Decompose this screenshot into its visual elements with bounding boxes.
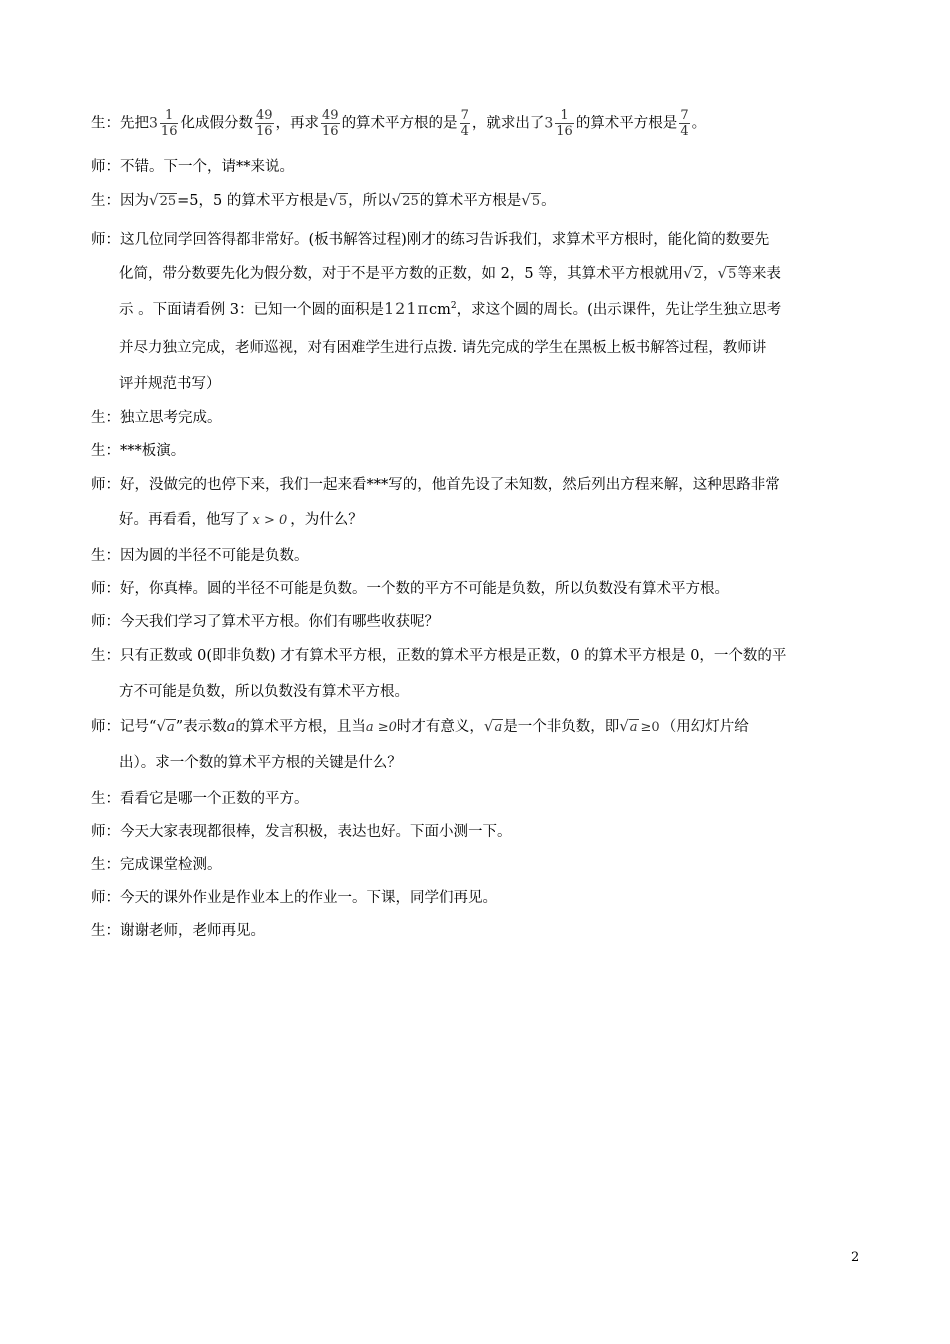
speaker-label: 师： (91, 159, 120, 175)
variable: a (226, 719, 236, 735)
sqrt-expression: √25 (149, 191, 177, 209)
mixed-number-int: 3 (149, 115, 158, 132)
fraction: $\frac{1}{16}$ (160, 108, 178, 139)
sqrt-expression: √a (619, 717, 638, 735)
sqrt-expression: √5 (521, 191, 541, 209)
page-number: 2 (851, 1250, 860, 1265)
dialogue-line-13: 生：看看它是哪一个正数的平方。 (91, 791, 309, 807)
speaker-label: 师： (91, 719, 120, 735)
fraction: $\frac{7}{4}$ (460, 108, 469, 139)
dialogue-line-17: 生：谢谢老师，老师再见。 (91, 923, 265, 939)
dialogue-line-2 (91, 157, 861, 177)
dialogue-line-4-cont: 评并规范书写） (119, 376, 221, 392)
dialogue-line-4: 师：这几位同学回答得都非常好。(板书解答过程)刚才的练习告诉我们，求算术平方根时，能化简的数要先 (91, 232, 770, 248)
speaker-label: 生： (91, 648, 120, 664)
speaker-label: 师： (91, 477, 120, 493)
sqrt-expression: √5 (717, 264, 737, 282)
speaker-label: 生： (91, 193, 120, 209)
dialogue-line-7: 师：好，没做完的也停下来，我们一起来看***写的，他首先设了未知数，然后列出方程来解，这种思路非常 (91, 477, 780, 493)
dialogue-line-16: 师：今天的课外作业是作业本上的作业一。下课，同学们再见。 (91, 890, 497, 906)
sqrt-expression: √2 (683, 264, 703, 282)
dialogue-line-12: 师：记号“√a”表示数a的算术平方根，且当a ≥0时才有意义，√a是一个非负数，即√a ≥0 （用幻灯片给 (91, 716, 861, 738)
mixed-number-int: 3 (544, 115, 554, 132)
speaker-label: 师： (91, 890, 120, 906)
dialogue-line-7-cont: 好。再看看，他写了 x > 0 ，为什么？ (119, 512, 363, 528)
speaker-label: 师： (91, 581, 120, 597)
dialogue-line-4-cont: 示 。下面请看例 3：已知一个圆的面积是121πcm$^2$，求这个圆的周长。(出示课件，先让学生独立思考 (119, 299, 782, 318)
dialogue-line-12-cont: 出）。求一个数的算术平方根的关键是什么？ (119, 755, 402, 771)
speaker-label: 生： (91, 923, 120, 939)
dialogue-line-11: 生：只有正数或 0(即非负数) 才有算术平方根，正数的算术平方根是正数，0 的算术平方根是 0，一个数的平 (91, 648, 787, 664)
sqrt-expression: √25 (391, 191, 419, 209)
dialogue-line-4-cont: 并尽力独立完成，老师巡视，对有困难学生进行点拨. 请先完成的学生在黑板上板书解答过程，教师讲 (119, 340, 767, 356)
speaker-label: 生： (91, 115, 120, 132)
dialogue-line-14: 师：今天大家表现都很棒，发言积极，表达也好。下面小测一下。 (91, 824, 512, 840)
inequality: x > 0 (252, 513, 288, 528)
condition: a ≥0 (365, 720, 397, 735)
dialogue-line-5: 生：独立思考完成。 (91, 410, 222, 426)
speaker-label: 师： (91, 232, 120, 248)
sqrt-expression: √a (156, 717, 175, 735)
dialogue-line-3: 生：因为√25=5，5 的算术平方根是√5，所以√25的算术平方根是√5。 (91, 190, 861, 212)
line-text: 不错。下一个，请**来说。 (120, 159, 294, 175)
dialogue-line-8: 生：因为圆的半径不可能是负数。 (91, 548, 309, 564)
dialogue-line-10: 师：今天我们学习了算术平方根。你们有哪些收获呢？ (91, 614, 439, 630)
speaker-label: 师： (91, 824, 120, 840)
sqrt-expression: √a (483, 717, 503, 735)
fraction: $\frac{7}{4}$ (680, 108, 689, 139)
dialogue-line-1: 生：先把3 $\frac{1}{16}$ 化成假分数 $\frac{49}{16}$ ，再求 $\frac{49}{16}$ 的算术平方根的是 $\frac{7}{4}$ ，就求出了3 $\frac{1}{16}$ 的算术平方根是 $\frac{7}{4}$ 。 (91, 108, 707, 139)
fraction: $\frac{49}{16}$ (255, 108, 273, 139)
speaker-label: 生： (91, 791, 120, 807)
speaker-label: 生： (91, 857, 120, 873)
dialogue-line-15: 生：完成课堂检测。 (91, 857, 222, 873)
sqrt-expression: √5 (328, 191, 348, 209)
dialogue-line-6: 生：***板演。 (91, 443, 186, 459)
fraction: $\frac{49}{16}$ (322, 108, 339, 139)
area-expression: 121π (383, 299, 430, 318)
speaker-label: 师： (91, 614, 120, 630)
speaker-label: 生： (91, 548, 120, 564)
dialogue-line-11-cont: 方不可能是负数，所以负数没有算术平方根。 (119, 684, 409, 700)
dialogue-line-4-cont: 化简，带分数要先化为假分数，对于不是平方数的正数，如 2，5 等，其算术平方根就用√2，√5等来表 (91, 263, 861, 285)
dialogue-line-9: 师：好，你真棒。圆的半径不可能是负数。一个数的平方不可能是负数，所以负数没有算术平方根。 (91, 581, 729, 597)
speaker-label: 生： (91, 443, 120, 459)
fraction: $\frac{1}{16}$ (556, 108, 573, 139)
speaker-label: 生： (91, 410, 120, 426)
